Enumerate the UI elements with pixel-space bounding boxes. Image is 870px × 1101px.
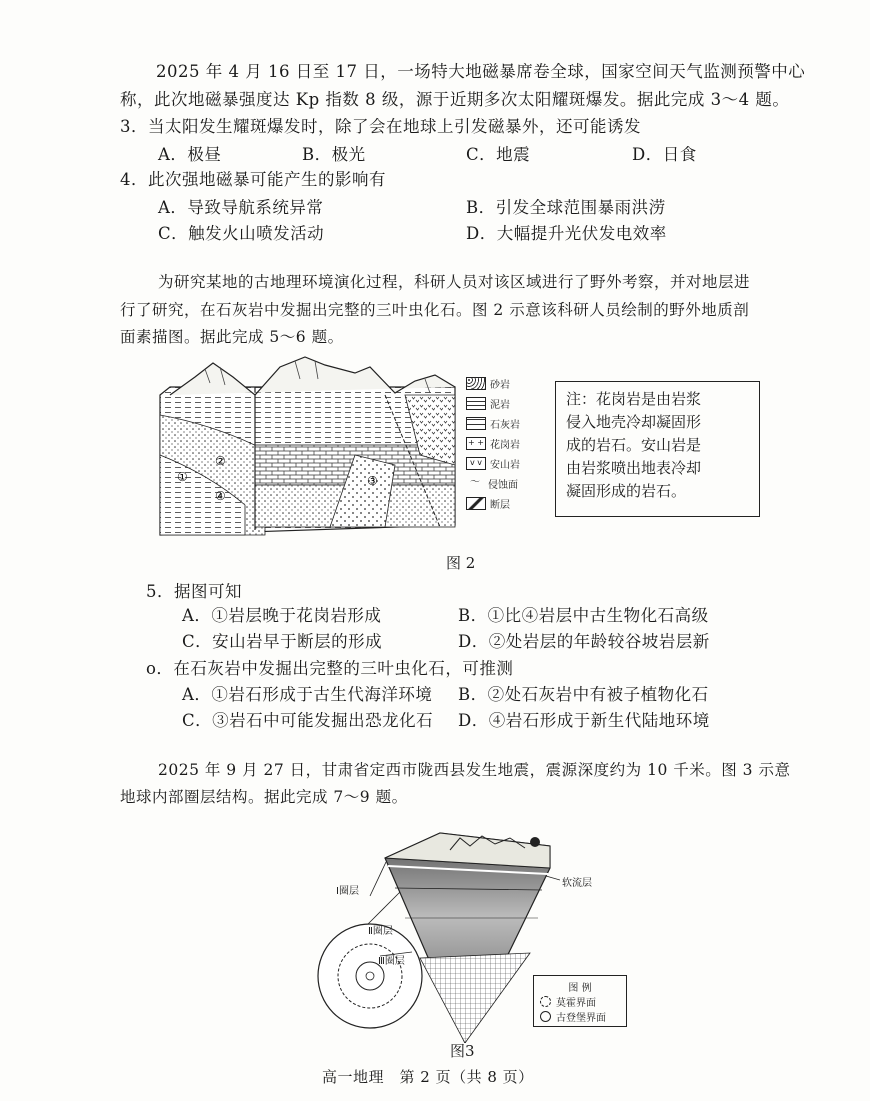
intro2-line2: 行了研究，在石灰岩中发掘出完整的三叶虫化石。图 2 示意该科研人员绘制的野外地质剖 xyxy=(120,301,750,319)
q6-option-c: C．③岩石中可能发掘出恐龙化石 xyxy=(182,711,434,730)
q4-option-a: A．导致导航系统异常 xyxy=(158,198,324,217)
layer-3-label: Ⅲ圈层 xyxy=(378,956,405,967)
legend-erosion-surface: 侵蚀面 xyxy=(488,479,518,491)
layer-1-label: Ⅰ圈层 xyxy=(336,886,359,897)
q5-option-b: B．①比④岩层中古生物化石高级 xyxy=(458,606,709,625)
fig2-caption: 图 2 xyxy=(446,554,476,572)
geologic-section-sketch xyxy=(155,355,460,540)
svg-text:①: ① xyxy=(177,470,188,484)
q6-stem: o．在石灰岩中发掘出完整的三叶虫化石，可推测 xyxy=(146,659,514,678)
legend-gutenberg: 古登堡界面 xyxy=(556,1013,606,1024)
fig2-note xyxy=(555,381,760,517)
q3-stem: 3．当太阳发生耀斑爆发时，除了会在地球上引发磁暴外，还可能诱发 xyxy=(120,117,641,136)
q3-option-a: A．极昼 xyxy=(158,145,222,164)
intro2-line3: 面素描图。据此完成 5～6 题。 xyxy=(120,328,344,346)
q5-option-a: A．①岩层晚于花岗岩形成 xyxy=(182,606,382,625)
intro3-line1: 2025 年 9 月 27 日，甘肃省定西市陇西县发生地震，震源深度约为 10 千米。图 3 示意 xyxy=(158,761,791,779)
fault-swatch-icon xyxy=(466,497,486,510)
note-line-2: 侵入地壳冷却凝固形 xyxy=(566,413,702,431)
q4-option-c: C．触发火山喷发活动 xyxy=(158,224,325,243)
legend-sandstone: 砂岩 xyxy=(490,379,510,391)
q3-option-c: C．地震 xyxy=(466,145,531,164)
note-line-4: 由岩浆喷出地表冷却 xyxy=(566,459,702,477)
fig2-legend xyxy=(466,376,546,516)
q4-stem: 4．此次强地磁暴可能产生的影响有 xyxy=(120,170,386,189)
earth-interior-diagram xyxy=(310,828,560,1043)
intro2-line1: 为研究某地的古地理环境演化过程，科研人员对该区域进行了野外考察，并对地层进 xyxy=(158,273,751,291)
q3-option-b: B．极光 xyxy=(302,145,366,164)
moho-circle-icon xyxy=(540,996,551,1007)
mudstone-swatch-icon xyxy=(466,397,486,410)
q5-option-c: C．安山岩早于断层的形成 xyxy=(182,632,383,651)
legend-mudstone: 泥岩 xyxy=(490,399,510,411)
sandstone-swatch-icon xyxy=(466,377,486,390)
svg-text:②: ② xyxy=(215,454,226,468)
q4-option-b: B．引发全球范围暴雨洪涝 xyxy=(466,198,666,217)
legend-granite: 花岗岩 xyxy=(490,439,520,451)
svg-text:④: ④ xyxy=(215,489,226,503)
note-line-1: 注：花岗岩是由岩浆 xyxy=(566,390,702,408)
limestone-swatch-icon xyxy=(466,417,486,430)
legend-limestone: 石灰岩 xyxy=(490,419,520,431)
asthenosphere-label: 软流层 xyxy=(562,878,592,889)
q5-stem: 5．据图可知 xyxy=(146,582,242,601)
gutenberg-circle-icon xyxy=(540,1011,551,1022)
q4-option-d: D．大幅提升光伏发电效率 xyxy=(466,224,667,243)
fig3-legend xyxy=(533,975,627,1027)
q3-option-d: D．日食 xyxy=(632,145,697,164)
legend-andesite: 安山岩 xyxy=(490,459,520,471)
intro3-line2: 地球内部圈层结构。据此完成 7～9 题。 xyxy=(120,788,408,806)
svg-text:③: ③ xyxy=(367,474,378,488)
q6-option-b: B．②处石灰岩中有被子植物化石 xyxy=(458,685,709,704)
legend-moho: 莫霍界面 xyxy=(556,998,596,1009)
q6-option-a: A．①岩石形成于古生代海洋环境 xyxy=(182,685,433,704)
fig3-legend-title: 图 例 xyxy=(568,983,592,994)
granite-swatch-icon: + + xyxy=(466,437,486,450)
intro1-line1: 2025 年 4 月 16 日至 17 日，一场特大地磁暴席卷全球，国家空间天气监测预警中心 xyxy=(156,62,806,81)
q5-option-d: D．②处岩层的年龄较谷坡岩层新 xyxy=(458,632,710,651)
page-footer: 高一地理 第 2 页（共 8 页） xyxy=(322,1068,534,1086)
andesite-swatch-icon: v v xyxy=(466,457,486,470)
layer-2-label: Ⅱ圈层 xyxy=(368,926,393,937)
note-line-3: 成的岩石。安山岩是 xyxy=(566,436,702,454)
q6-option-d: D．④岩石形成于新生代陆地环境 xyxy=(458,711,710,730)
erosion-surface-swatch-icon: ～ xyxy=(470,476,480,488)
legend-fault: 断层 xyxy=(490,499,510,511)
note-line-5: 凝固形成的岩石。 xyxy=(566,482,687,500)
fig3-caption: 图3 xyxy=(450,1042,475,1060)
intro1-line2: 称，此次地磁暴强度达 Kp 指数 8 级，源于近期多次太阳耀斑爆发。据此完成 3～4 题。 xyxy=(120,90,790,109)
